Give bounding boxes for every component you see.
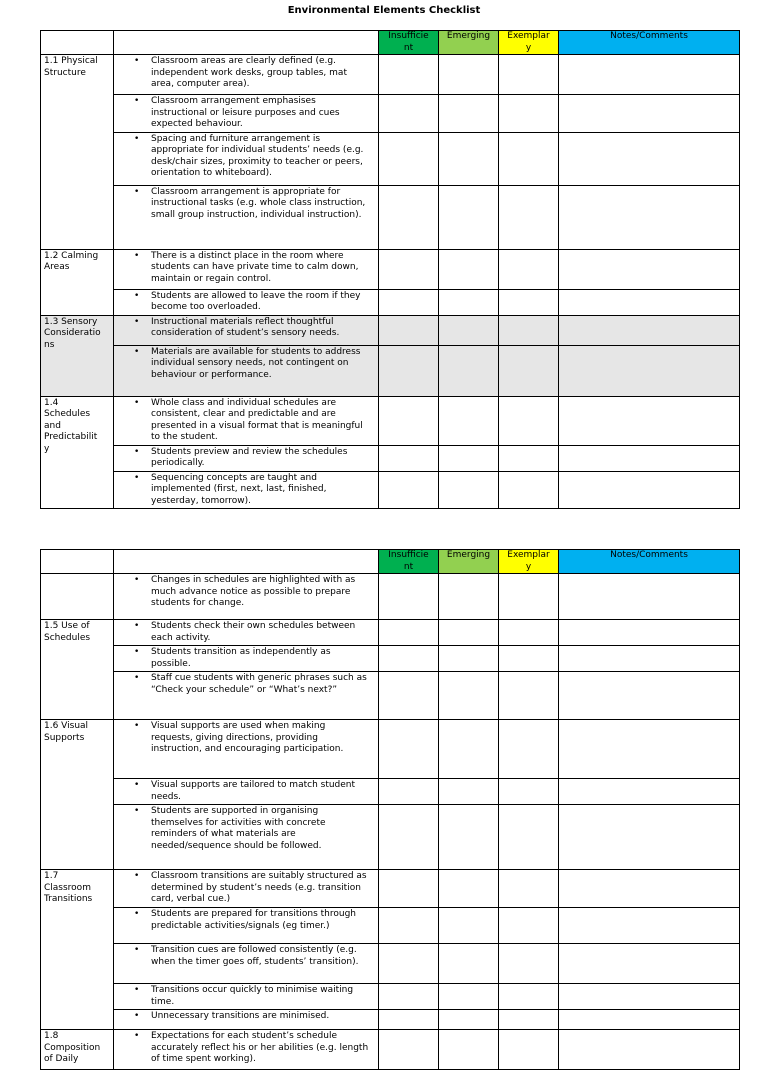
emerging-cell[interactable] (439, 672, 499, 720)
checklist-row (41, 779, 740, 805)
notes-cell[interactable] (559, 984, 740, 1010)
exemplary-cell[interactable] (499, 908, 559, 944)
header-exemplary-label: y (525, 42, 532, 53)
checklist-table-1 (40, 30, 740, 509)
criterion-item (117, 473, 375, 508)
insufficient-cell[interactable] (379, 315, 439, 345)
criterion-text: Classroom areas are clearly defined (e.g. independent work desks, group tables, mat area, computer area). (151, 56, 347, 89)
exemplary-cell[interactable] (499, 95, 559, 133)
criterion-text: Changes in schedules are highlighted with as much advance notice as possible to prepare students for change. (151, 575, 356, 608)
criterion-item (117, 806, 375, 852)
section-label-line: 1.3 Sensory (44, 316, 98, 327)
emerging-cell[interactable] (439, 574, 499, 620)
emerging-cell[interactable] (439, 908, 499, 944)
emerging-cell[interactable] (439, 396, 499, 445)
criterion-cell (114, 445, 379, 471)
exemplary-cell[interactable] (499, 249, 559, 289)
emerging-cell[interactable] (439, 345, 499, 396)
notes-cell[interactable] (559, 1010, 740, 1030)
insufficient-cell[interactable] (379, 620, 439, 646)
criterion-item (117, 447, 375, 470)
checklist-row (41, 1010, 740, 1030)
insufficient-cell[interactable] (379, 1030, 439, 1070)
checklist-row (41, 620, 740, 646)
notes-cell[interactable] (559, 185, 740, 249)
bullet-icon: • (134, 575, 140, 585)
insufficient-cell[interactable] (379, 646, 439, 672)
insufficient-cell[interactable] (379, 185, 439, 249)
bullet-icon: • (134, 397, 140, 408)
notes-cell[interactable] (559, 574, 740, 620)
criterion-item (117, 1011, 375, 1023)
checklist-row (41, 908, 740, 944)
emerging-cell[interactable] (439, 471, 499, 509)
criterion-text: Classroom arrangement is appropriate for instructional tasks (e.g. whole class instruction, small group instruction, individual instruction). (151, 186, 366, 220)
section-label-line: Transitions (44, 894, 93, 904)
header-notes-label: Notes/Comments (610, 31, 688, 41)
criterion-cell (114, 1010, 379, 1030)
section-label-line: 1.8 (44, 1031, 59, 1041)
section-label-line: Areas (44, 262, 70, 272)
bullet-icon: • (134, 1011, 140, 1021)
page-title: Environmental Elements Checklist (287, 5, 481, 16)
notes-cell[interactable] (559, 779, 740, 805)
criterion-item (117, 291, 375, 314)
exemplary-cell[interactable] (499, 1030, 559, 1070)
checklist-row (41, 672, 740, 720)
criterion-cell (114, 672, 379, 720)
bullet-icon: • (134, 909, 140, 919)
insufficient-cell[interactable] (379, 345, 439, 396)
header-insufficient-label: Insufficie (388, 31, 429, 41)
emerging-cell[interactable] (439, 944, 499, 984)
criterion-item (117, 575, 375, 610)
bullet-icon: • (134, 346, 140, 357)
notes-cell[interactable] (559, 249, 740, 289)
insufficient-cell[interactable] (379, 805, 439, 870)
criterion-cell (114, 95, 379, 133)
section-label-line: Classroom (44, 882, 91, 893)
bullet-icon: • (134, 290, 140, 301)
criterion-item (117, 780, 375, 803)
bullet-icon: • (134, 56, 140, 66)
insufficient-cell[interactable] (379, 396, 439, 445)
header-row (41, 550, 740, 574)
criterion-text: Students preview and review the schedules periodically. (151, 446, 348, 468)
exemplary-cell[interactable] (499, 672, 559, 720)
notes-cell[interactable] (559, 672, 740, 720)
checklist-row (41, 315, 740, 345)
insufficient-cell[interactable] (379, 908, 439, 944)
header-blank-cell (114, 31, 379, 55)
criterion-text: Visual supports are tailored to match student needs. (151, 780, 356, 802)
header-emerging-label: Emerging (446, 550, 491, 560)
bullet-icon: • (134, 96, 140, 106)
criterion-text: There is a distinct place in the room where students can have private time to calm down, maintain or regain control. (151, 250, 359, 284)
criterion-item (117, 187, 375, 222)
exemplary-cell[interactable] (499, 471, 559, 509)
checklist-row (41, 55, 740, 95)
criterion-item (117, 871, 375, 906)
checklist-row (41, 185, 740, 249)
notes-cell[interactable] (559, 908, 740, 944)
insufficient-cell[interactable] (379, 944, 439, 984)
insufficient-cell[interactable] (379, 1010, 439, 1030)
criterion-text: Sequencing concepts are taught and implemented (first, next, last, finished, yesterday, tomorrow). (151, 472, 327, 506)
bullet-icon: • (134, 673, 140, 683)
section-label (41, 55, 114, 250)
section-label-line: Schedules (44, 632, 91, 643)
emerging-cell[interactable] (439, 984, 499, 1010)
bullet-icon: • (134, 721, 140, 731)
criterion-cell (114, 944, 379, 984)
notes-cell[interactable] (559, 944, 740, 984)
header-exemplary (499, 31, 559, 55)
criterion-item (117, 985, 375, 1008)
header-notes (559, 31, 740, 55)
criterion-item (117, 721, 375, 756)
emerging-cell[interactable] (439, 1010, 499, 1030)
criterion-text: Staff cue students with generic phrases such as “Check your schedule” or “What’s next?” (151, 673, 367, 695)
header-blank-cell (114, 550, 379, 574)
exemplary-cell[interactable] (499, 1010, 559, 1030)
exemplary-cell[interactable] (499, 396, 559, 445)
header-insufficient (379, 31, 439, 55)
notes-cell[interactable] (559, 289, 740, 315)
criterion-item (117, 1031, 375, 1066)
criterion-cell (114, 984, 379, 1010)
checklist-row (41, 345, 740, 396)
criterion-text: Expectations for each student’s schedule accurately reflect his or her abilities (e.g. length of time spent working). (151, 1031, 369, 1064)
exemplary-cell[interactable] (499, 805, 559, 870)
emerging-cell[interactable] (439, 870, 499, 908)
checklist-row (41, 249, 740, 289)
criterion-cell (114, 720, 379, 779)
insufficient-cell[interactable] (379, 870, 439, 908)
criterion-item (117, 96, 375, 131)
bullet-icon: • (134, 250, 140, 261)
criterion-text: Students are prepared for transitions through predictable activities/signals (eg timer.) (151, 909, 357, 931)
emerging-cell[interactable] (439, 132, 499, 185)
criterion-cell (114, 779, 379, 805)
bullet-icon: • (134, 985, 140, 995)
criterion-cell (114, 646, 379, 672)
criterion-text: Students are allowed to leave the room if they become too overloaded. (151, 290, 361, 312)
header-notes (559, 550, 740, 574)
insufficient-cell[interactable] (379, 132, 439, 185)
criterion-item (117, 909, 375, 932)
section-label-line: of Daily (44, 1054, 79, 1064)
bullet-icon: • (134, 133, 140, 144)
notes-cell[interactable] (559, 95, 740, 133)
bullet-icon: • (134, 945, 140, 955)
bullet-icon: • (134, 871, 140, 881)
notes-cell[interactable] (559, 870, 740, 908)
bullet-icon: • (134, 806, 140, 816)
criterion-cell (114, 574, 379, 620)
criterion-cell (114, 132, 379, 185)
exemplary-cell[interactable] (499, 646, 559, 672)
section-label (41, 249, 114, 315)
exemplary-cell[interactable] (499, 779, 559, 805)
insufficient-cell[interactable] (379, 249, 439, 289)
section-label-line: Composition (44, 1042, 101, 1053)
bullet-icon: • (134, 186, 140, 197)
checklist-row (41, 132, 740, 185)
criterion-text: Unnecessary transitions are minimised. (151, 1011, 330, 1021)
emerging-cell[interactable] (439, 55, 499, 95)
section-label (41, 1030, 114, 1070)
criterion-item (117, 317, 375, 340)
bullet-icon: • (134, 472, 140, 483)
section-label (41, 315, 114, 396)
checklist-row (41, 805, 740, 870)
exemplary-cell[interactable] (499, 445, 559, 471)
exemplary-cell[interactable] (499, 345, 559, 396)
criterion-text: Classroom arrangement emphasises instructional or leisure purposes and cues expected behaviour. (151, 96, 340, 129)
criterion-text: Materials are available for students to address individual sensory needs, not contingent on behaviour or performance. (151, 346, 361, 380)
emerging-cell[interactable] (439, 805, 499, 870)
notes-cell[interactable] (559, 345, 740, 396)
header-insufficient-label: nt (403, 42, 414, 53)
checklist-row (41, 574, 740, 620)
bullet-icon: • (134, 316, 140, 327)
criterion-text: Visual supports are used when making requests, giving directions, providing instruction, and encouraging participation. (151, 721, 344, 754)
header-exemplary-label: y (525, 561, 532, 572)
exemplary-cell[interactable] (499, 289, 559, 315)
section-label-line: 1.7 (44, 871, 59, 881)
criterion-item (117, 647, 375, 670)
criterion-item (117, 398, 375, 444)
section-label-line: ns (44, 339, 55, 350)
header-emerging (439, 31, 499, 55)
header-exemplary-label: Exemplar (507, 550, 550, 560)
criterion-cell (114, 185, 379, 249)
insufficient-cell[interactable] (379, 672, 439, 720)
emerging-cell[interactable] (439, 720, 499, 779)
insufficient-cell[interactable] (379, 984, 439, 1010)
criterion-text: Instructional materials reflect thoughtful consideration of student’s sensory needs. (151, 316, 340, 338)
header-emerging-label: Emerging (446, 31, 491, 41)
criterion-text: Transitions occur quickly to minimise waiting time. (151, 985, 354, 1007)
header-insufficient-label: Insufficie (388, 550, 429, 560)
criterion-item (117, 621, 375, 644)
criterion-text: Students check their own schedules between each activity. (151, 621, 356, 643)
header-notes-label: Notes/Comments (610, 550, 688, 560)
checklist-row (41, 870, 740, 908)
emerging-cell[interactable] (439, 646, 499, 672)
insufficient-cell[interactable] (379, 445, 439, 471)
criterion-cell (114, 870, 379, 908)
criterion-item (117, 347, 375, 382)
notes-cell[interactable] (559, 620, 740, 646)
checklist-table-2 (40, 549, 740, 1070)
header-blank-cell (41, 31, 114, 55)
notes-cell[interactable] (559, 445, 740, 471)
insufficient-cell[interactable] (379, 471, 439, 509)
notes-cell[interactable] (559, 720, 740, 779)
emerging-cell[interactable] (439, 289, 499, 315)
emerging-cell[interactable] (439, 620, 499, 646)
criterion-cell (114, 620, 379, 646)
header-exemplary-label: Exemplar (507, 31, 550, 41)
checklist-row (41, 984, 740, 1010)
section-label (41, 574, 114, 620)
criterion-text: Classroom transitions are suitably structured as determined by student’s needs (e.g. transition card, verbal cue.) (151, 871, 367, 904)
checklist-row (41, 1030, 740, 1070)
emerging-cell[interactable] (439, 779, 499, 805)
criterion-cell (114, 249, 379, 289)
checklist-row (41, 445, 740, 471)
bullet-icon: • (134, 780, 140, 790)
section-label (41, 720, 114, 870)
insufficient-cell[interactable] (379, 574, 439, 620)
section-label-line: 1.4 (44, 397, 59, 408)
notes-cell[interactable] (559, 1030, 740, 1070)
criterion-cell (114, 315, 379, 345)
section-label-line: 1.1 Physical (44, 56, 98, 66)
notes-cell[interactable] (559, 55, 740, 95)
notes-cell[interactable] (559, 805, 740, 870)
checklist-row (41, 646, 740, 672)
header-insufficient (379, 550, 439, 574)
criterion-text: Transition cues are followed consistently (e.g. when the timer goes off, students’ transition). (151, 945, 359, 967)
criterion-cell (114, 396, 379, 445)
criterion-text: Spacing and furniture arrangement is appropriate for individual students’ needs (e.g. desk/chair sizes, proximity to teacher or peers, orientation to whiteboard). (151, 133, 364, 178)
checklist-row (41, 289, 740, 315)
notes-cell[interactable] (559, 132, 740, 185)
header-exemplary (499, 550, 559, 574)
section-label (41, 870, 114, 1030)
criterion-item (117, 673, 375, 696)
emerging-cell[interactable] (439, 185, 499, 249)
criterion-item (117, 945, 375, 968)
section-label-line: Predictabilit (44, 432, 98, 442)
checklist-row (41, 396, 740, 445)
checklist-row (41, 95, 740, 133)
insufficient-cell[interactable] (379, 289, 439, 315)
section-label (41, 620, 114, 720)
bullet-icon: • (134, 647, 140, 657)
notes-cell[interactable] (559, 471, 740, 509)
emerging-cell[interactable] (439, 95, 499, 133)
section-label-line: y (44, 443, 50, 454)
section-label-line: Structure (44, 67, 86, 78)
criterion-cell (114, 908, 379, 944)
section-label-line: Supports (44, 732, 85, 743)
exemplary-cell[interactable] (499, 870, 559, 908)
criterion-text: Students are supported in organising themselves for activities with concrete reminders of what materials are needed/sequence should be followed. (151, 806, 326, 851)
header-emerging (439, 550, 499, 574)
insufficient-cell[interactable] (379, 95, 439, 133)
checklist-row (41, 471, 740, 509)
notes-cell[interactable] (559, 396, 740, 445)
section-label-line: 1.5 Use of (44, 621, 90, 631)
criterion-cell (114, 805, 379, 870)
criterion-item (117, 134, 375, 180)
emerging-cell[interactable] (439, 1030, 499, 1070)
exemplary-cell[interactable] (499, 315, 559, 345)
emerging-cell[interactable] (439, 315, 499, 345)
criterion-cell (114, 55, 379, 95)
notes-cell[interactable] (559, 646, 740, 672)
section-label-line: 1.2 Calming (44, 250, 99, 261)
insufficient-cell[interactable] (379, 55, 439, 95)
exemplary-cell[interactable] (499, 620, 559, 646)
section-label-line: 1.6 Visual (44, 721, 89, 731)
exemplary-cell[interactable] (499, 984, 559, 1010)
emerging-cell[interactable] (439, 445, 499, 471)
section-label (41, 396, 114, 509)
criterion-text: Whole class and individual schedules are consistent, clear and predictable and are presented in a visual format that is meaningful to the student. (151, 397, 363, 442)
section-label-line: Consideratio (44, 328, 101, 338)
insufficient-cell[interactable] (379, 779, 439, 805)
insufficient-cell[interactable] (379, 720, 439, 779)
bullet-icon: • (134, 621, 140, 631)
exemplary-cell[interactable] (499, 55, 559, 95)
header-row (41, 31, 740, 55)
header-blank-cell (41, 550, 114, 574)
bullet-icon: • (134, 1031, 140, 1041)
exemplary-cell[interactable] (499, 574, 559, 620)
criterion-cell (114, 345, 379, 396)
notes-cell[interactable] (559, 315, 740, 345)
criterion-item (117, 56, 375, 91)
exemplary-cell[interactable] (499, 944, 559, 984)
criterion-cell (114, 289, 379, 315)
exemplary-cell[interactable] (499, 132, 559, 185)
exemplary-cell[interactable] (499, 185, 559, 249)
criterion-item (117, 251, 375, 286)
criterion-text: Students transition as independently as possible. (151, 647, 331, 669)
bullet-icon: • (134, 446, 140, 457)
checklist-row (41, 720, 740, 779)
header-insufficient-label: nt (403, 561, 414, 572)
checklist-row (41, 944, 740, 984)
emerging-cell[interactable] (439, 249, 499, 289)
criterion-cell (114, 471, 379, 509)
section-label-line: and (44, 420, 61, 431)
exemplary-cell[interactable] (499, 720, 559, 779)
section-label-line: Schedules (44, 409, 91, 419)
criterion-cell (114, 1030, 379, 1070)
